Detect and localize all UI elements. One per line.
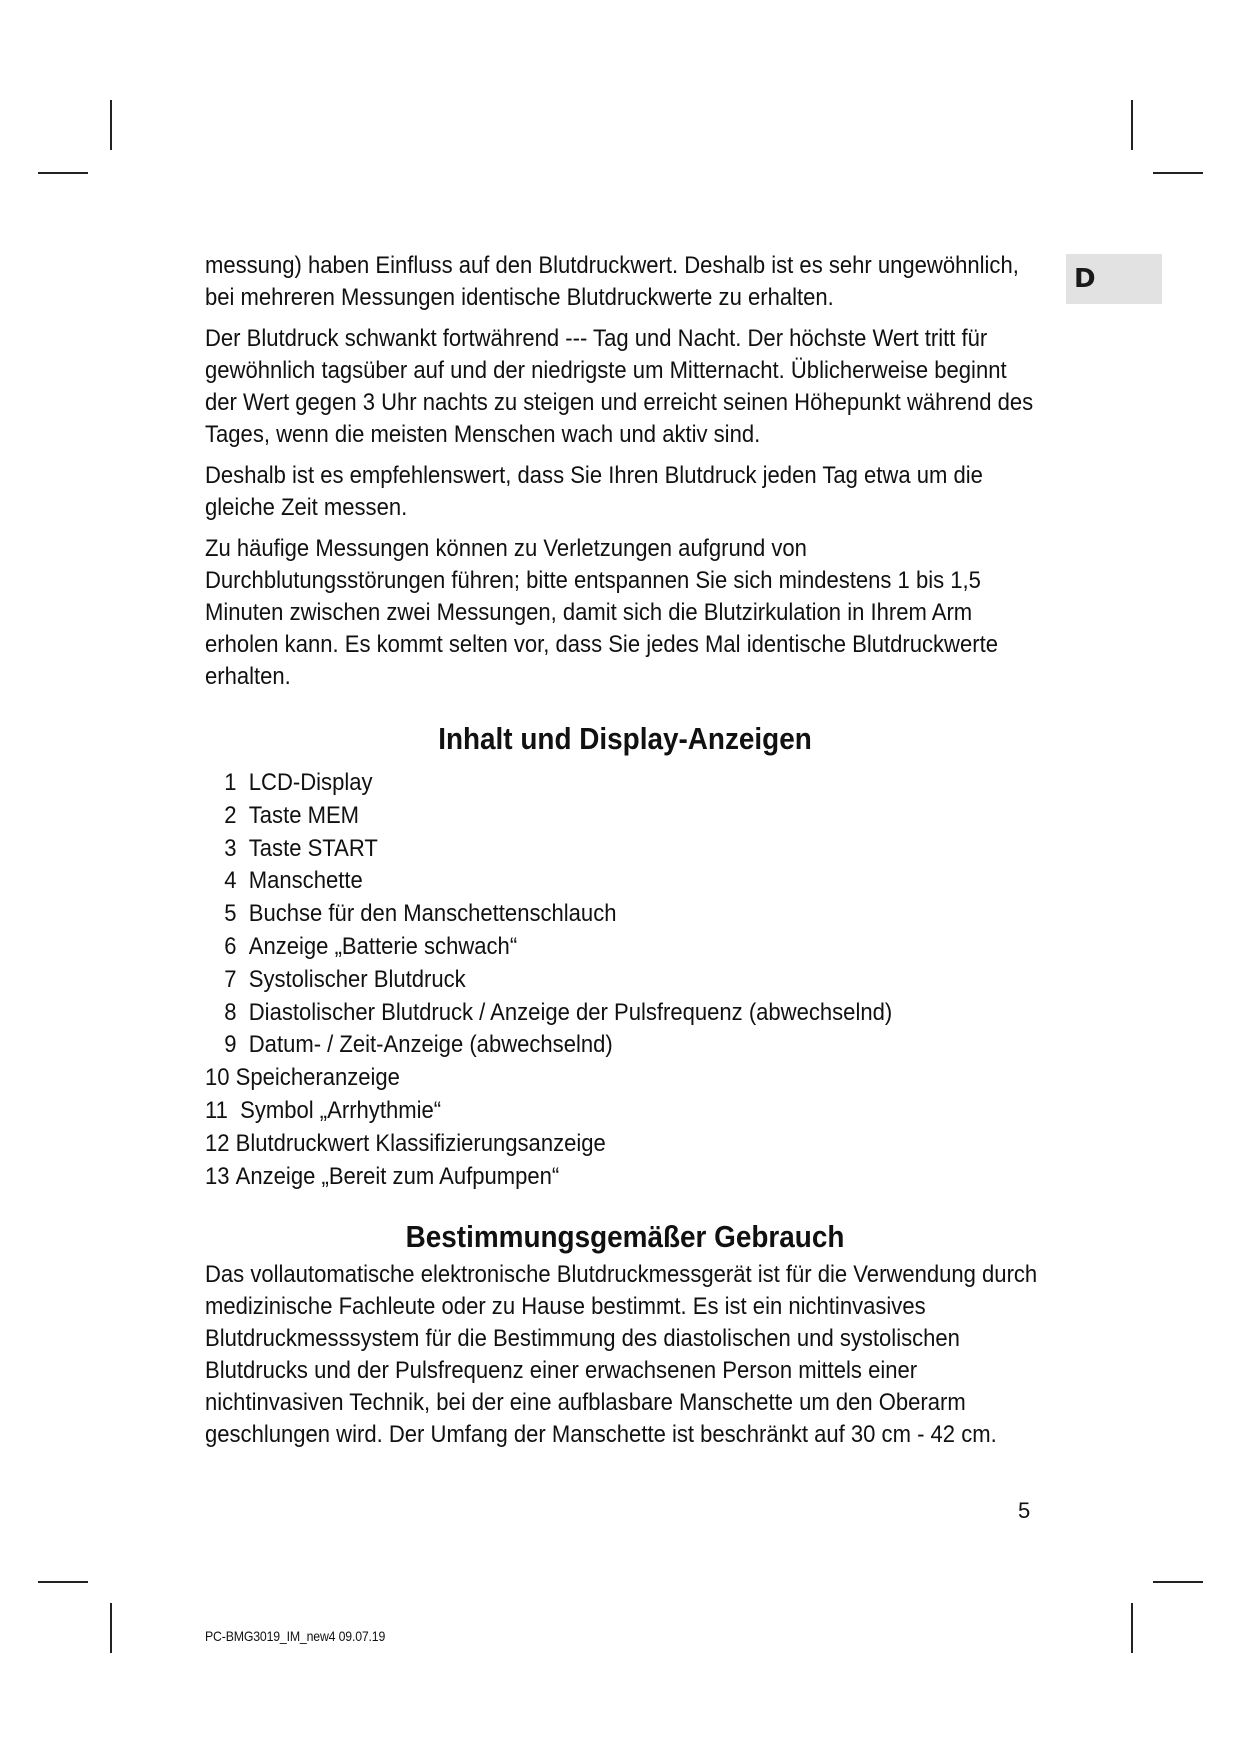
list-item: 7 Systolischer Blutdruck: [224, 965, 466, 993]
crop-mark-bottom-left-horizontal: [38, 1581, 88, 1583]
list-item: 5 Buchse für den Manschettenschlauch: [224, 900, 617, 928]
parts-list: [205, 767, 1045, 1193]
section-heading-usage: Bestimmungsgemäßer Gebrauch: [405, 1219, 845, 1255]
crop-mark-bottom-right-horizontal: [1153, 1581, 1203, 1583]
intro-paragraph-3: Deshalb ist es empfehlenswert, dass Sie Ihren Blutdruck jeden Tag etwa um die gleiche Zeit messen.: [205, 462, 983, 521]
list-item: 12 Blutdruckwert Klassifizierungsanzeige: [205, 1129, 606, 1157]
crop-mark-top-left-vertical: [110, 100, 112, 150]
crop-mark-top-right-horizontal: [1153, 172, 1203, 174]
crop-mark-top-left-horizontal: [38, 172, 88, 174]
usage-paragraph: Das vollautomatische elektronische Blutdruckmessgerät ist für die Verwendung durch medizinische Fachleute oder zu Hause bestimmt. Es ist ein nichtinvasives Blutdruckmesssystem für die Bestimmung des diastolischen und systolischen Blutdrucks und der Pulsfrequenz einer erwachsenen Person mittels einer nichtinvasiven Technik, bei der eine aufblasbare Manschette um den Oberarm geschlungen wird. Der Umfang der Manschette ist beschränkt auf 30 cm - 42 cm.: [205, 1261, 1038, 1449]
list-item: 6 Anzeige „Batterie schwach“: [224, 932, 518, 960]
list-item: 4 Manschette: [224, 867, 363, 895]
page-content: [205, 250, 1045, 1460]
intro-paragraph-2: Der Blutdruck schwankt fortwährend --- Tag und Nacht. Der höchste Wert tritt für gewöhnlich tagsüber auf und der niedrigste um Mitternacht. Üblicherweise beginnt der Wert gegen 3 Uhr nachts zu steigen und erreicht seinen Höhepunkt während des Tages, wenn die meisten Menschen wach und aktiv sind.: [205, 325, 1034, 448]
footer-document-code: PC-BMG3019_IM_new4 09.07.19: [205, 1628, 386, 1644]
list-item: 2 Taste MEM: [224, 801, 360, 829]
list-item: 8 Diastolischer Blutdruck / Anzeige der Pulsfrequenz (abwechselnd): [224, 998, 893, 1026]
list-item: 1 LCD-Display: [224, 769, 373, 796]
list-item: 3 Taste START: [224, 834, 378, 862]
crop-mark-bottom-left-vertical: [110, 1603, 112, 1653]
crop-mark-bottom-right-vertical: [1131, 1603, 1133, 1653]
list-item: 9 Datum- / Zeit-Anzeige (abwechselnd): [224, 1031, 613, 1059]
section-heading-contents: Inhalt und Display-Anzeigen: [438, 721, 812, 756]
crop-mark-top-right-vertical: [1131, 100, 1133, 150]
language-tab: D: [1066, 254, 1162, 304]
list-item: 11 Symbol „Arrhythmie“: [205, 1096, 442, 1124]
page-number: 5: [1018, 1498, 1031, 1523]
intro-paragraph-4: Zu häufige Messungen können zu Verletzungen aufgrund von Durchblutungsstörungen führen; bitte entspannen Sie sich mindestens 1 bis 1,5 Minuten zwischen zwei Messungen, damit sich die Blutzirkulation in Ihrem Arm erholen kann. Es kommt selten vor, dass Sie jedes Mal identische Blutdruckwerte erhalten.: [205, 535, 998, 690]
list-item: 13 Anzeige „Bereit zum Aufpumpen“: [205, 1162, 560, 1190]
intro-paragraph-1: messung) haben Einfluss auf den Blutdruckwert. Deshalb ist es sehr ungewöhnlich, bei mehreren Messungen identische Blutdruckwerte zu erhalten.: [205, 252, 1019, 311]
list-item: 10 Speicheranzeige: [205, 1064, 400, 1092]
